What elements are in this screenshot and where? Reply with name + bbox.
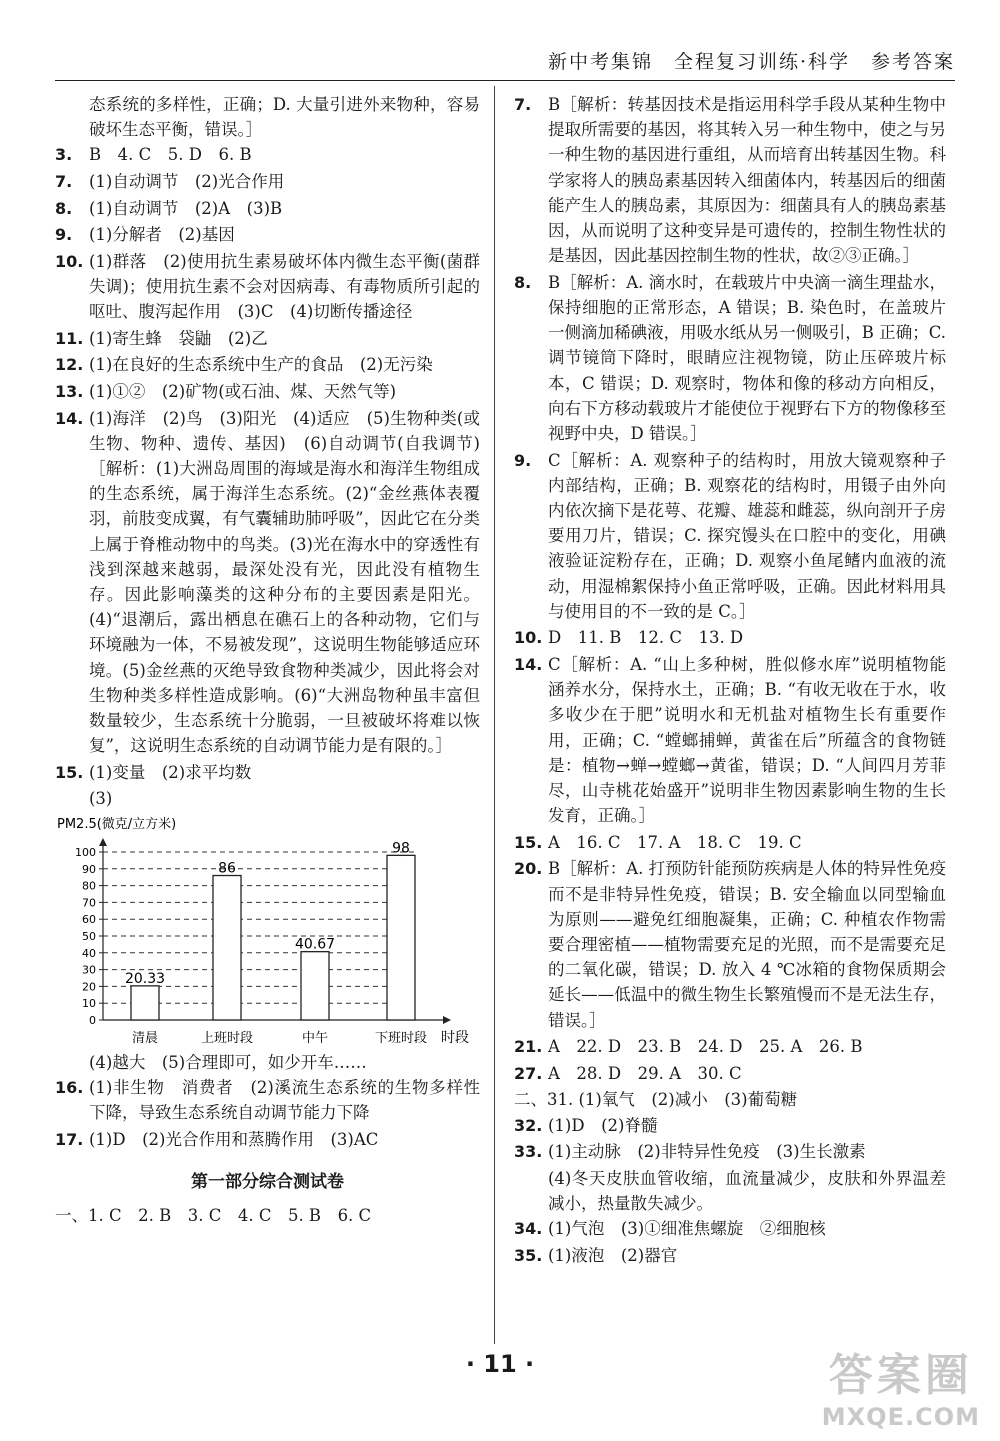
answer-item: 12. (1)在良好的生态系统中生产的食品 (2)无污染 [55, 355, 433, 375]
answer-item: 15. (1)变量 (2)求平均数 [55, 762, 252, 782]
answer-item: 9. C［解析：A. 观察种子的结构时，用放大镜观察种子内部结构，正确；B. 观察花的结构时，用镊子由外向内依次摘下是花萼、花瓣、雄蕊和雌蕊，纵向剖开子房要用刀片，错误；C. 探究馒头在口腔中的变化，用碘液验证淀粉存在，正确；D. 观察小鱼尾鳍内血液的流动，用湿棉絮保持小鱼正常呼吸，正确。因此材料用具与使用目的不一致的是 C。］ [514, 450, 946, 621]
bar-value-label: 40.67 [294, 936, 336, 953]
header-title: 新中考集锦 全程复习训练·科学 参考答案 [547, 51, 955, 73]
chart-svg [55, 816, 480, 1048]
x-axis-arrow [443, 1016, 451, 1024]
bar [301, 951, 329, 1019]
answer-item: 15. A 16. C 17. A 18. C 19. C [514, 832, 802, 852]
bar [213, 875, 241, 1019]
section-first-line: 一、1. C 2. B 3. C 4. C 5. B 6. C [55, 1206, 372, 1225]
x-axis-label: 时段 [441, 1029, 469, 1046]
answer-item: 21. A 22. D 23. B 24. D 25. A 26. B [514, 1037, 863, 1057]
x-tick-label: 清晨 [131, 1030, 159, 1046]
answer-item: 8. (1)自动调节 (2)A (3)B [55, 198, 283, 218]
section-title: 第一部分综合测试卷 [191, 1171, 344, 1192]
y-axis-label: PM2.5(微克/立方米) [57, 816, 177, 832]
answer-item: 7. (1)自动调节 (2)光合作用 [55, 172, 285, 191]
bar [131, 985, 159, 1019]
x-tick-label: 上班时段 [200, 1030, 254, 1046]
left-intro: 态系统的多样性，正确；D. 大量引进外来物种，容易破坏生态平衡，错误。］ [89, 95, 480, 140]
answer-item: 16. (1)非生物 消费者 (2)溪流生态系统的生物多样性下降，导致生态系统自动调节能力下降 [55, 1077, 480, 1122]
bar-value-label: 86 [218, 860, 236, 877]
y-tick-label: 30 [82, 963, 96, 977]
bar-value-label: 20.33 [124, 970, 166, 987]
answer-item: 17. (1)D (2)光合作用和蒸腾作用 (3)AC [55, 1129, 379, 1149]
y-tick-label: 0 [89, 1013, 96, 1027]
y-tick-label: 10 [82, 996, 96, 1010]
y-tick-label: 60 [82, 912, 96, 926]
watermark-url: MXQE.COM [821, 1403, 980, 1431]
left-column [55, 92, 480, 1228]
x-tick-label: 下班时段 [374, 1030, 428, 1046]
column-divider [494, 86, 495, 1344]
bar [387, 855, 415, 1020]
answer-item: 14. (1)海洋 (2)鸟 (3)阳光 (4)适应 (5)生物种类(或生物、物种、遗传、基因) (6)自动调节(自我调节)［解析：(1)大洲岛周围的海域是海水和海洋生物组成的生态系统，属于海洋生态系统。(2)“金丝燕体表覆羽，前肢变成翼，有气囊辅助肺呼吸”，因此它在分类上属于脊椎动物中的鸟类。(3)光在海水中的穿透性有浅到深越来越弱，最深处没有光，因此没有植物生存。因此影响藻类的这种分布的主要因素是阳光。(4)“退潮后，露出栖息在礁石上的各种动物，它们与环境融为一体，不易被发现”，这说明生物能够适应环境。(5)金丝燕的灭绝导致食物种类减少，因此将会对生物种类多样性造成影响。(6)“大洲岛物种虽丰富但数量较少，生态系统十分脆弱，一旦被破坏将难以恢复”，这说明生态系统的自动调节能力是有限的。］ [55, 408, 480, 756]
y-axis-arrow [99, 838, 107, 846]
right-column [514, 92, 946, 1269]
watermark-logo [822, 1339, 980, 1431]
answer-item: 3. B 4. C 5. D 6. B [55, 145, 252, 165]
page-header [55, 44, 955, 81]
answer-item: 27. A 28. D 29. A 30. C [514, 1063, 742, 1083]
y-tick-label: 50 [82, 929, 96, 943]
y-tick-label: 70 [82, 895, 96, 909]
after-chart-text: (4)越大 (5)合理即可，如少开车…… [89, 1052, 367, 1072]
answer-item-31: 二、31. (1)氧气 (2)减小 (3)葡萄糖 [514, 1090, 798, 1110]
answer-item-33-cont: (4)冬天皮肤血管收缩，血流量减少，皮肤和外界温差减小，热量散失减少。 [548, 1168, 946, 1214]
y-tick-label: 20 [82, 979, 96, 993]
answer-item: 9. (1)分解者 (2)基因 [55, 225, 235, 245]
y-tick-label: 90 [82, 862, 96, 876]
answer-item: 34. (1)气泡 (3)①细准焦螺旋 ②细胞核 [514, 1219, 826, 1239]
answer-item: 32. (1)D (2)脊髓 [514, 1115, 658, 1135]
answer-item: 20. B［解析：A. 打预防针能预防疾病是人体的特异性免疫而不是非特异性免疫，错误；B. 安全输血以同型输血为原则——避免红细胞凝集，正确；C. 种植农作物需要合理密植——植物需要充足的光照，而不是需要充足的二氧化碳，错误；D. 放入 4 ℃冰箱的食物保质期会延长——低温中的微生物生长繁殖慢而不是无法生存，错误。］ [514, 859, 946, 1030]
answer-item: 10. (1)群落 (2)使用抗生素易破坏体内微生态平衡(菌群失调)；使用抗生素不会对因病毒、有毒物质所引起的呕吐、腹泻起作用 (3)C (4)切断传播途径 [55, 251, 480, 322]
answer-item: 10. D 11. B 12. C 13. D [514, 628, 744, 648]
answer-item: 8. B［解析：A. 滴水时，在载玻片中央滴一滴生理盐水，保持细胞的正常形态，A 错误；B. 染色时，在盖玻片一侧滴加稀碘液，用吸水纸从另一侧吸引，B 正确；C. 调节镜筒下降时，眼睛应注视物镜，防止压碎玻片标本，C 错误；D. 观察时，物体和像的移动方向相反，向右下方移动载玻片才能使位于视野右下方的物像移至视野中央，D 错误。］ [514, 272, 946, 444]
bar-value-label: 98 [392, 839, 410, 856]
y-tick-label: 80 [82, 879, 96, 893]
answer-item: 35. (1)液泡 (2)器官 [514, 1245, 678, 1265]
x-tick-label: 中午 [301, 1030, 329, 1046]
pm25-bar-chart [55, 816, 480, 1048]
y-tick-label: 40 [82, 946, 96, 960]
answer-item: 14. C［解析：A. “山上多种树，胜似修水库”说明植物能涵养水分，保持水土，正确；B. “有收无收在于水，收多收少在于肥”说明水和无机盐对植物生长有重要作用，正确；C. “螳螂捕蝉，黄雀在后”所蕴含的食物链是：植物→蝉→螳螂→黄雀，错误；D. “人间四月芳菲尽，山寺桃花始盛开”说明非生物因素影响生物的生长发育，正确。］ [514, 655, 946, 826]
watermark-text: 答案圈 [828, 1350, 973, 1401]
page-number: · 11 · [465, 1350, 535, 1378]
answer-item: 13. (1)①② (2)矿物(或石油、煤、天然气等) [55, 381, 397, 401]
y-tick-label: 100 [75, 845, 96, 859]
answer-item: 33. (1)主动脉 (2)非特异性免疫 (3)生长激素 [514, 1142, 866, 1162]
chart-label: (3) [89, 789, 113, 809]
answer-item: 7. B［解析：转基因技术是指运用科学手段从某种生物中提取所需要的基因，将其转入另一种生物中，使之与另一种生物的基因进行重组，从而培育出转基因生物。科学家将人的胰岛素基因转入细菌体内，转基因后的细菌能产生人的胰岛素，其原因为：细菌具有人的胰岛素基因，从而说明了这种变异是可遗传的，控制生物性状的是基因，因此基因控制生物的性状，故②③正确。］ [514, 95, 946, 266]
answer-item: 11. (1)寄生蜂 袋鼬 (2)乙 [55, 328, 268, 348]
